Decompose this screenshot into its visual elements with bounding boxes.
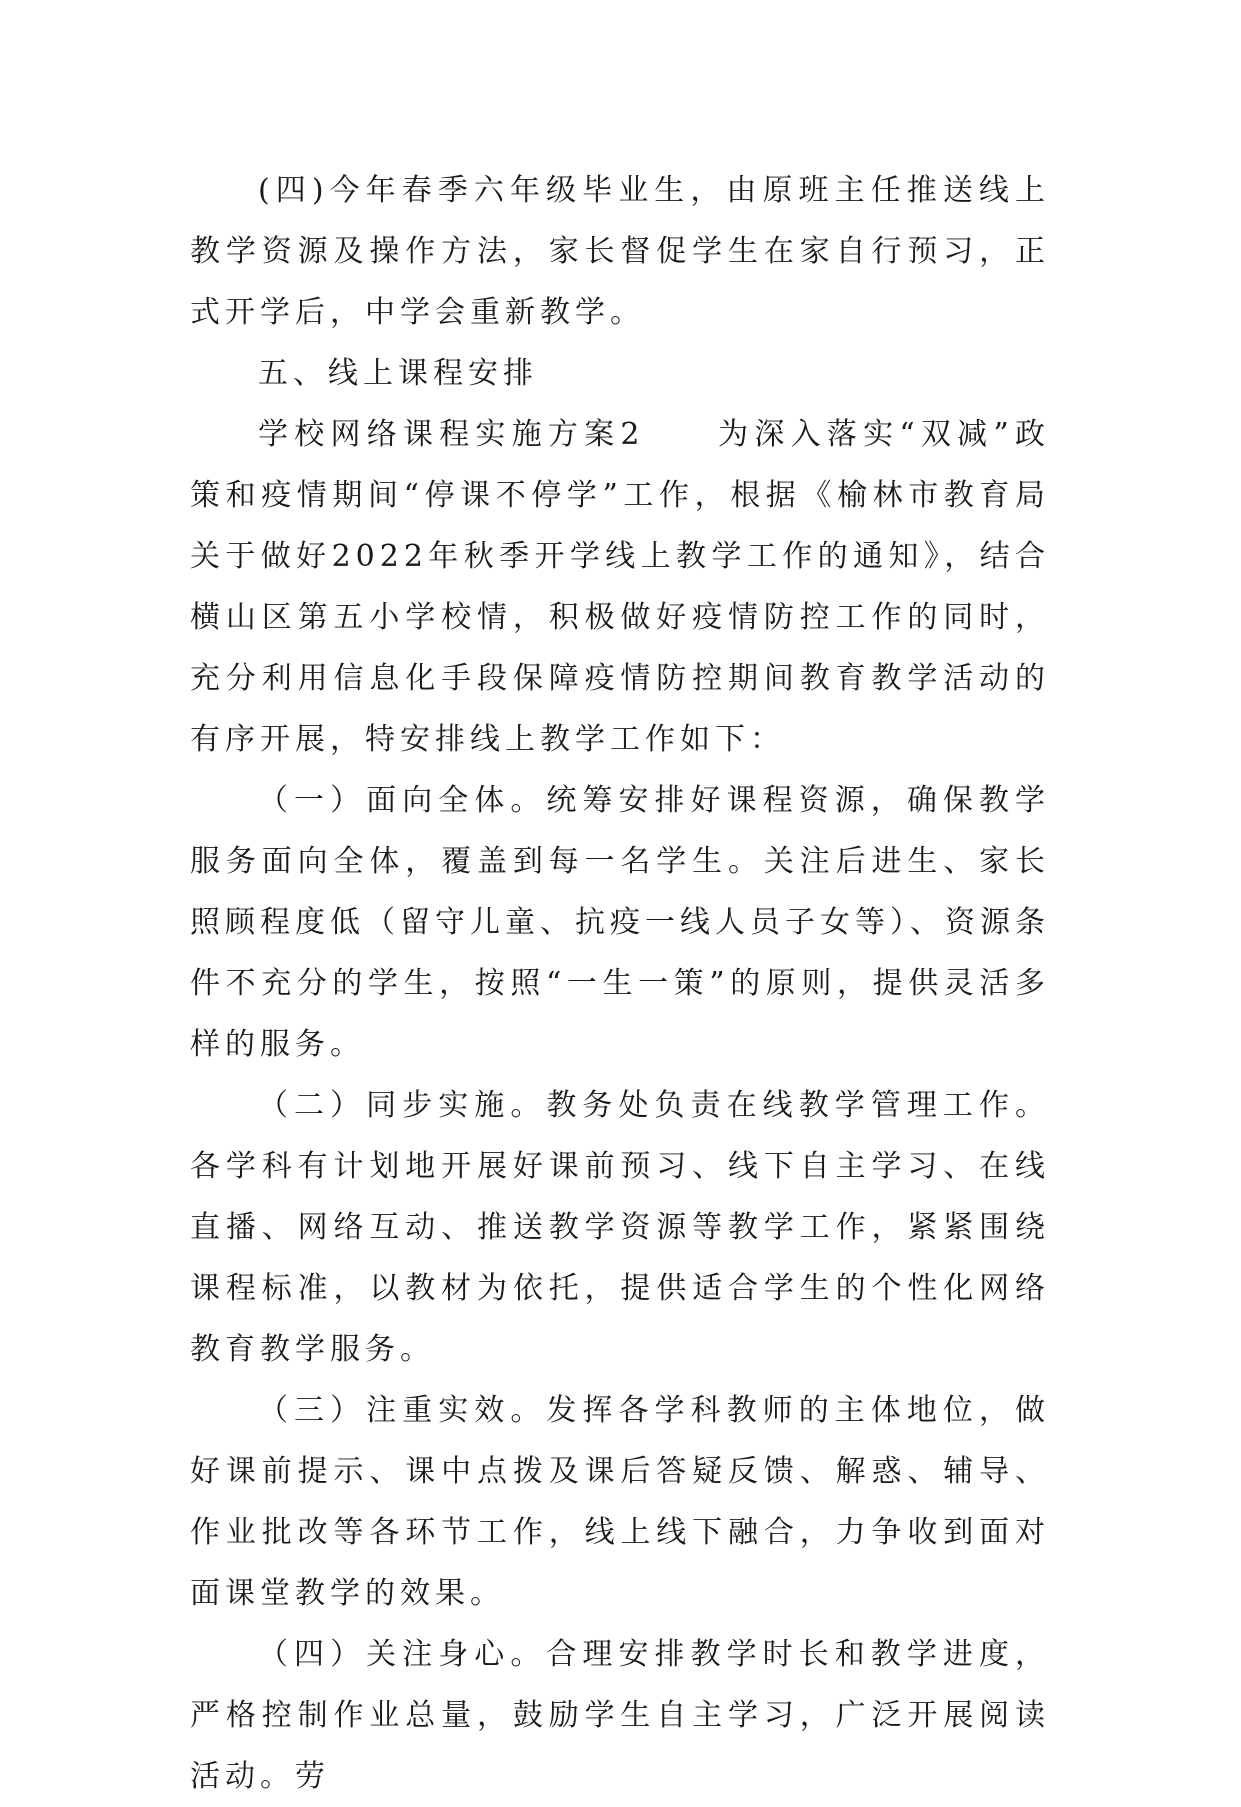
paragraph-item-2: （二）同步实施。教务处负责在线教学管理工作。各学科有计划地开展好课前预习、线下自主学习、在线直播、网络互动、推送教学资源等教学工作，紧紧围绕课程标准，以教材为依托，提供适合学生的个性化网络教育教学服务。 [190, 1088, 1050, 1367]
paragraph-plan-intro: 学校网络课程实施方案2 为深入落实“双减”政策和疫情期间“停课不停学”工作，根据《榆林市教育局关于做好2022年秋季开学线上教学工作的通知》，结合横山区第五小学校情，积极做好疫情防控工作的同时，充分利用信息化手段保障疫情防控期间教育教学活动的有序开展，特安排线上教学工作如下： [190, 417, 1050, 757]
paragraph-item-3: （三）注重实效。发挥各学科教师的主体地位，做好课前提示、课中点拨及课后答疑反馈、解惑、辅导、作业批改等各环节工作，线上线下融合，力争收到面对面课堂教学的效果。 [190, 1393, 1050, 1611]
paragraph-graduates: (四)今年春季六年级毕业生，由原班主任推送线上教学资源及操作方法，家长督促学生在家自行预习，正式开学后，中学会重新教学。 [190, 173, 1050, 330]
paragraph-item-1: （一）面向全体。统筹安排好课程资源，确保教学服务面向全体，覆盖到每一名学生。关注后进生、家长照顾程度低（留守儿童、抗疫一线人员子女等）、资源条件不充分的学生，按照“一生一策”的原则，提供灵活多样的服务。 [190, 783, 1050, 1062]
document-page [190, 160, 1050, 1807]
paragraph-item-4: （四）关注身心。合理安排教学时长和教学进度，严格控制作业总量，鼓励学生自主学习，广泛开展阅读活动。劳 [190, 1637, 1050, 1794]
section-heading-online-courses: 五、线上课程安排 [258, 356, 538, 391]
